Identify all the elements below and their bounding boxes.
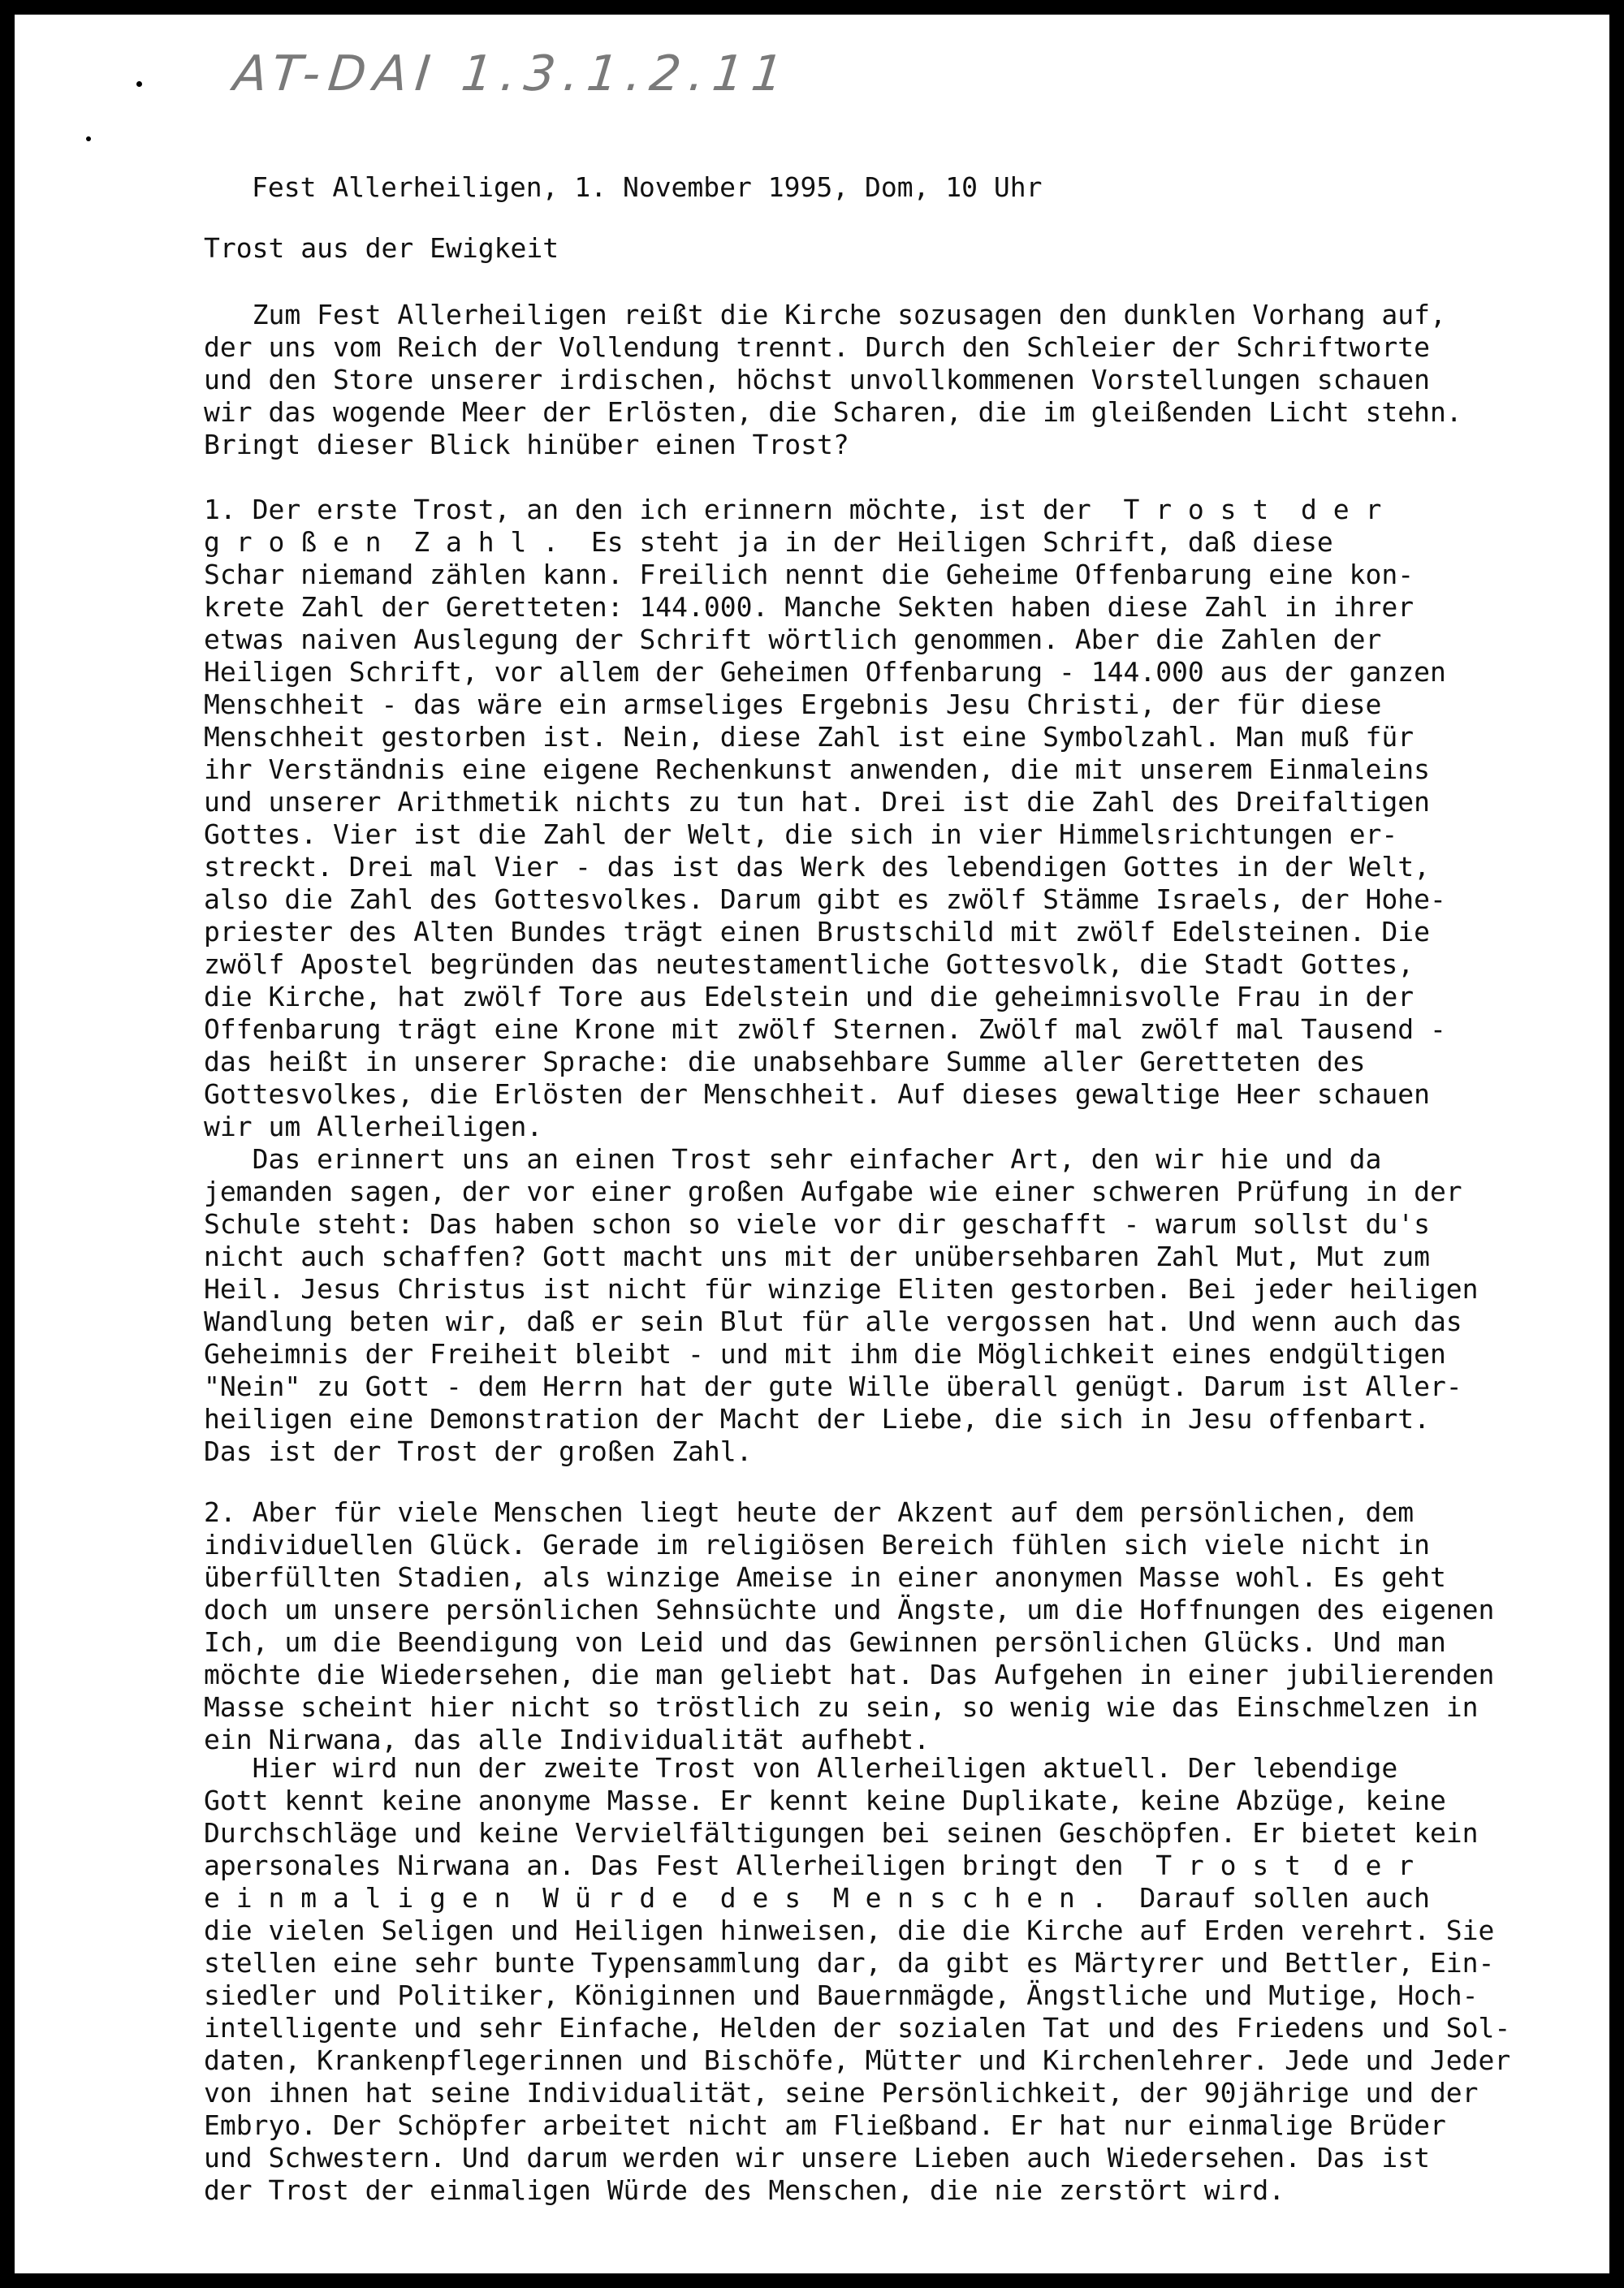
document-title: Trost aus der Ewigkeit [204, 232, 559, 264]
ink-dot-mark [86, 136, 91, 141]
ink-dot-mark [136, 81, 142, 87]
section-1-paragraph: 1. Der erste Trost, an den ich erinnern möchte, ist der T r o s t d e r g r o ß e n Z a h l . Es steht ja in der Heiligen Schrift, daß diese Schar niemand zählen kann. Freilich nennt die Geheime Offenbarung eine kon- krete Zahl der Geretteten: 144.000. Manche Sekten haben diese Zahl in ihrer etwas naiven Auslegung der Schrift wörtlich genommen. Aber die Zahlen der Heiligen Schrift, vor allem der Geheimen Offenbarung - 144.000 aus der ganzen Menschheit - das wäre ein armseliges Ergebnis Jesu Christi, der für diese Menschheit gestorben ist. Nein, diese Zahl ist eine Symbolzahl. Man muß für ihr Verständnis eine eigene Rechenkunst anwenden, die mit unserem Einmaleins und unserer Arithmetik nichts zu tun hat. Drei ist die Zahl des Dreifaltigen Gottes. Vier ist die Zahl der Welt, die sich in vier Himmelsrichtungen er- streckt. Drei mal Vier - das ist das Werk des lebendigen Gottes in der Welt, also die Zahl des Gottesvolkes. Darum gibt es zwölf Stämme Israels, der Hohe- priester des Alten Bundes trägt einen Brustschild mit zwölf Edelsteinen. Die zwölf Apostel begründen das neutestamentliche Gottesvolk, die Stadt Gottes, die Kirche, hat zwölf Tore aus Edelstein und die geheimnisvolle Frau in der Offenbarung trägt eine Krone mit zwölf Sternen. Zwölf mal zwölf mal Tausend - das heißt in unserer Sprache: die unabsehbare Summe aller Geretteten des Gottesvolkes, die Erlösten der Menschheit. Auf dieses gewaltige Heer schauen wir um Allerheiligen. [204, 494, 1446, 1142]
document-header: Fest Allerheiligen, 1. November 1995, Dom, 10 Uhr [252, 171, 1043, 203]
archive-reference-handwritten: AT-DAI 1.3.1.2.11 [231, 45, 794, 102]
intro-paragraph: Zum Fest Allerheiligen reißt die Kirche sozusagen den dunklen Vorhang auf, der uns vom Reich der Vollendung trennt. Durch den Schleier der Schriftworte und den Store unserer irdischen, höchst unvollkommenen Vorstellungen schauen wir das wogende Meer der Erlösten, die Scharen, die im gleißenden Licht stehn. Bringt dieser Blick hinüber einen Trost? [204, 299, 1462, 460]
section-2-continuation-paragraph: Hier wird nun der zweite Trost von Allerheiligen aktuell. Der lebendige Gott kennt keine anonyme Masse. Er kennt keine Duplikate, keine Abzüge, keine Durchschläge und keine Vervielfältigungen bei seinen Geschöpfen. Er bietet kein apersonales Nirwana an. Das Fest Allerheiligen bringt den T r o s t d e r e i n m a l i g e n W ü r d e d e s M e n s c h e n . Darauf sollen auch die vielen Seligen und Heiligen hinweisen, die die Kirche auf Erden verehrt. Sie stellen eine sehr bunte Typensammlung dar, da gibt es Märtyrer und Bettler, Ein- siedler und Politiker, Königinnen und Bauernmägde, Ängstliche und Mutige, Hoch- intelligente und sehr Einfache, Helden der sozialen Tat und des Friedens und Sol- daten, Krankenpflegerinnen und Bischöfe, Mütter und Kirchenlehrer. Jede und Jeder von ihnen hat seine Individualität, seine Persönlichkeit, der 90jährige und der Embryo. Der Schöpfer arbeitet nicht am Fließband. Er hat nur einmalige Brüder und Schwestern. Und darum werden wir unsere Lieben auch Wiedersehen. Das ist der Trost der einmaligen Würde des Menschen, die nie zerstört wird. [204, 1752, 1511, 2206]
section-1-continuation-paragraph: Das erinnert uns an einen Trost sehr einfacher Art, den wir hie und da jemanden sagen, der vor einer großen Aufgabe wie einer schweren Prüfung in der Schule steht: Das haben schon so viele vor dir geschafft - warum sollst du's nicht auch schaffen? Gott macht uns mit der unübersehbaren Zahl Mut, Mut zum Heil. Jesus Christus ist nicht für winzige Eliten gestorben. Bei jeder heiligen Wandlung beten wir, daß er sein Blut für alle vergossen hat. Und wenn auch das Geheimnis der Freiheit bleibt - und mit ihm die Möglichkeit eines endgültigen "Nein" zu Gott - dem Herrn hat der gute Wille überall genügt. Darum ist Aller- heiligen eine Demonstration der Macht der Liebe, die sich in Jesu offenbart. Das ist der Trost der großen Zahl. [204, 1143, 1479, 1467]
typewritten-sheet [15, 15, 1609, 2273]
section-2-paragraph: 2. Aber für viele Menschen liegt heute der Akzent auf dem persönlichen, dem individuellen Glück. Gerade im religiösen Bereich fühlen sich viele nicht in überfüllten Stadien, als winzige Ameise in einer anonymen Masse wohl. Es geht doch um unsere persönlichen Sehnsüchte und Ängste, um die Hoffnungen des eigenen Ich, um die Beendigung von Leid und das Gewinnen persönlichen Glücks. Und man möchte die Wiedersehen, die man geliebt hat. Das Aufgehen in einer jubilierenden Masse scheint hier nicht so tröstlich zu sein, so wenig wie das Einschmelzen in ein Nirwana, das alle Individualität aufhebt. [204, 1496, 1495, 1755]
